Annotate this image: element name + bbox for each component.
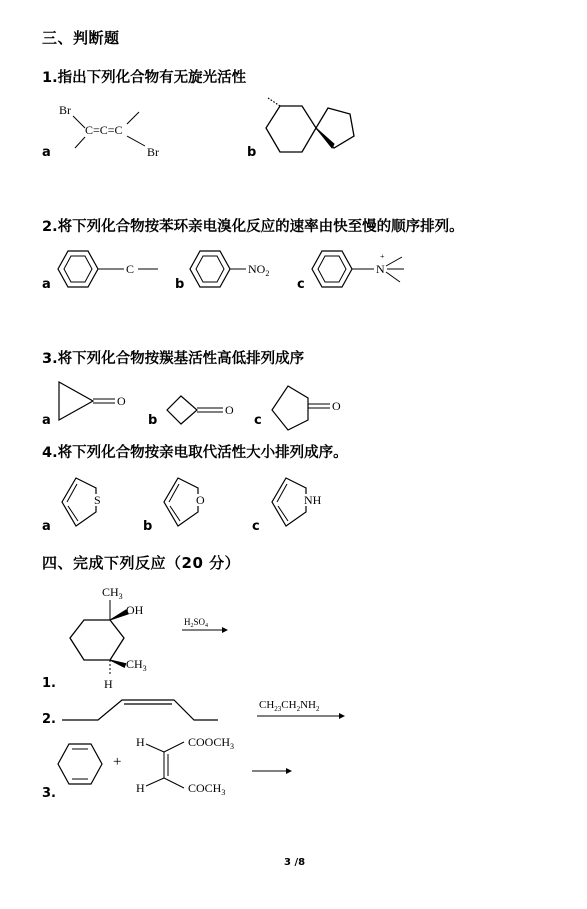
benzene-a-structure xyxy=(58,248,168,294)
allene-core: C=C=C xyxy=(85,123,123,137)
r3-ketone: $COCH_3$ xyxy=(188,781,226,797)
q3-oxygen-b: O xyxy=(225,403,234,417)
section-4-title: 四、完成下列反应（20 分） xyxy=(42,554,241,572)
r3-h-bottom: H xyxy=(136,781,145,795)
reaction-1-arrow xyxy=(180,616,230,636)
r1-ch3-right: $CH_3$ xyxy=(126,657,147,673)
allene-br-top: Br xyxy=(59,103,71,117)
thiophene-structure xyxy=(58,476,118,532)
reaction-2-number: 2. xyxy=(42,712,56,727)
r1-h: H xyxy=(104,677,113,691)
q4-het-c: NH xyxy=(304,493,322,507)
question-3-title: 3.将下列化合物按羰基活性高低排列成序 xyxy=(42,351,305,367)
reaction-2-arrow xyxy=(255,696,350,720)
reaction-1-reactant xyxy=(58,582,168,690)
question-4-title: 4.将下列化合物按亲电取代活性大小排列成序。 xyxy=(42,445,348,461)
dienophile-structure xyxy=(132,728,252,800)
q2-charge: + xyxy=(380,252,385,261)
trimethylanilinium-structure xyxy=(312,248,412,294)
cyclobutanone-structure xyxy=(165,392,245,428)
q3-oxygen-a: O xyxy=(117,394,126,408)
reaction-3-plus: + xyxy=(113,754,122,770)
page-number: 3 /8 xyxy=(284,857,306,868)
q2-sub-c: N xyxy=(376,262,385,276)
reaction-1-number: 1. xyxy=(42,676,56,691)
q3-label-b: b xyxy=(148,413,158,428)
allene-structure xyxy=(55,100,175,160)
q4-label-b: b xyxy=(143,519,153,534)
q4-label-a: a xyxy=(42,519,51,534)
spiro-compound-structure xyxy=(262,92,372,162)
q3-oxygen-c: O xyxy=(332,399,341,413)
q2-label-a: a xyxy=(42,277,51,292)
q1-label-a: a xyxy=(42,145,51,160)
q2-sub-a: C xyxy=(126,262,135,276)
reaction-3-arrow xyxy=(250,765,295,777)
r1-reagent: $H_2SO_4$ xyxy=(184,617,209,629)
q4-label-c: c xyxy=(252,519,260,534)
q2-sub-b: $NO_2$ xyxy=(248,262,270,278)
r1-ch3-top: $CH_3$ xyxy=(102,585,123,601)
cyclopropanone-structure xyxy=(55,378,140,424)
nitrobenzene-structure xyxy=(190,248,290,294)
q1-label-b: b xyxy=(247,145,257,160)
reaction-2-reactant xyxy=(58,692,228,728)
section-3-title: 三、判断题 xyxy=(42,29,120,47)
furan-structure xyxy=(160,476,220,532)
r3-h-top: H xyxy=(136,735,145,749)
allene-br-bottom: Br xyxy=(147,145,159,159)
q2-label-c: c xyxy=(297,277,305,292)
q4-het-a: S xyxy=(94,493,101,507)
q4-het-b: O xyxy=(196,493,205,507)
r1-oh: OH xyxy=(126,603,144,617)
question-2-title: 2.将下列化合物按苯环亲电溴化反应的速率由快至慢的顺序排列。 xyxy=(42,219,464,235)
r3-ester: $COOCH_3$ xyxy=(188,735,235,751)
q3-label-a: a xyxy=(42,413,51,428)
question-1-title: 1.指出下列化合物有无旋光活性 xyxy=(42,70,247,86)
pyrrole-structure xyxy=(268,476,338,532)
reaction-3-number: 3. xyxy=(42,786,56,801)
q2-label-b: b xyxy=(175,277,185,292)
cyclopentanone-structure xyxy=(268,382,348,432)
cyclohexadiene-structure xyxy=(58,742,104,786)
q3-label-c: c xyxy=(254,413,262,428)
r2-reagent: $CH_{23}CH_2NH_2$ xyxy=(259,699,320,713)
